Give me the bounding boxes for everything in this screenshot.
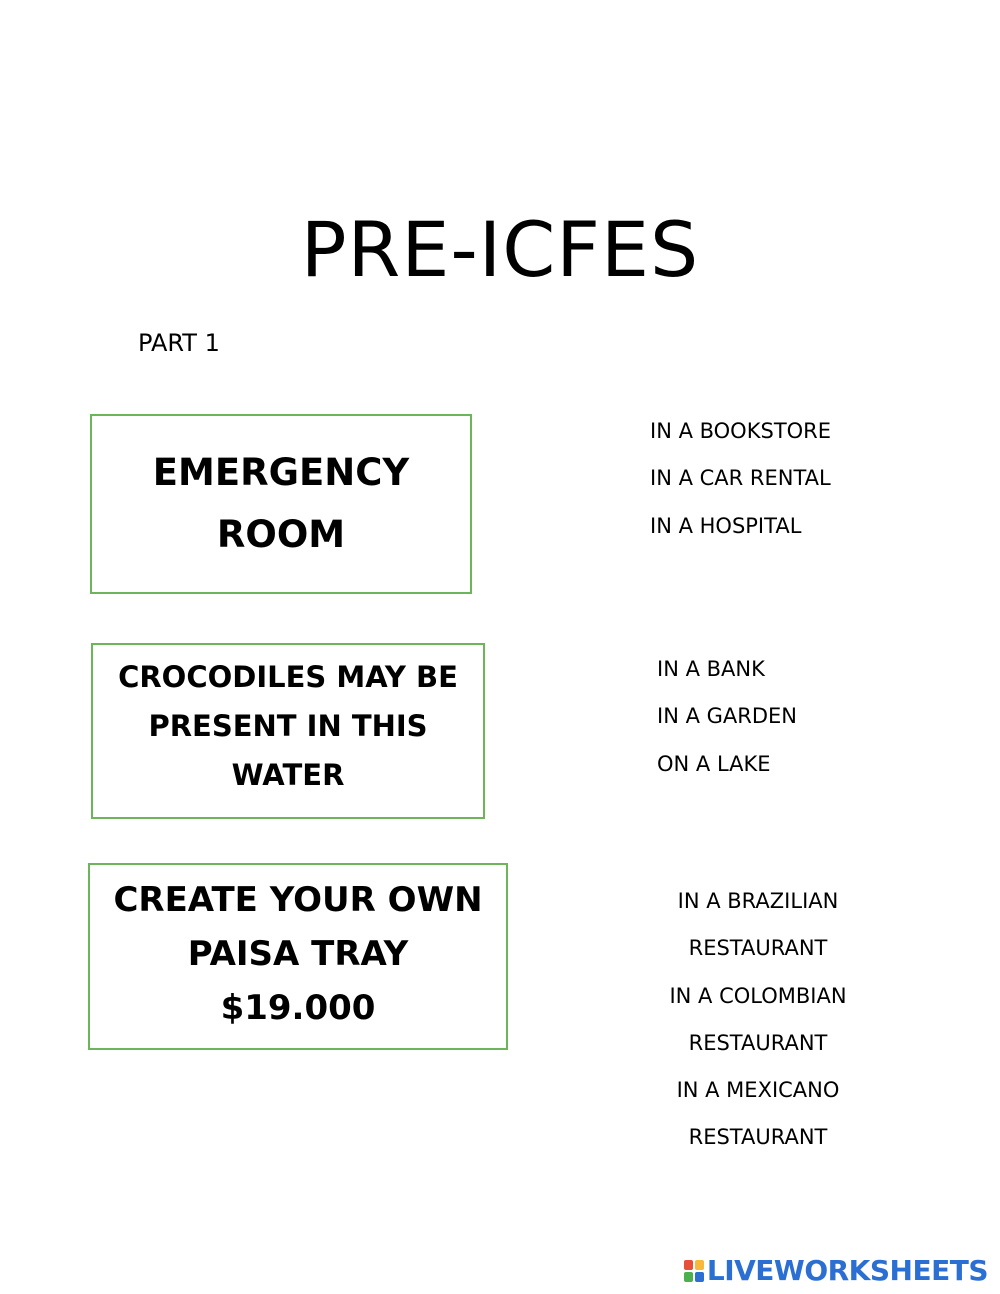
logo-block <box>695 1272 704 1282</box>
answer-option[interactable]: IN A GARDEN <box>657 704 797 729</box>
logo-block <box>684 1272 693 1282</box>
logo-text: LIVEWORKSHEETS <box>706 1254 988 1287</box>
answer-options-2 <box>657 646 797 788</box>
sign-box-paisa-tray <box>88 863 508 1050</box>
sign-box-emergency <box>90 414 472 594</box>
answer-option[interactable]: RESTAURANT <box>688 936 828 961</box>
answer-option[interactable]: ON A LAKE <box>657 751 771 776</box>
page-title: PRE-ICFES <box>300 205 700 294</box>
sign-text-line: EMERGENCY <box>152 451 410 494</box>
logo-block <box>695 1260 704 1270</box>
answer-options-3 <box>650 878 866 1162</box>
sign-text-line: CREATE YOUR OWN <box>113 880 483 920</box>
answer-option[interactable]: RESTAURANT <box>688 1125 828 1150</box>
liveworksheets-logo <box>684 1254 988 1287</box>
answer-option[interactable]: RESTAURANT <box>688 1030 828 1055</box>
sign-text-line: ROOM <box>216 513 346 556</box>
sign-text-line: PAISA TRAY <box>187 934 409 974</box>
answer-option[interactable]: IN A MEXICANO <box>676 1078 840 1103</box>
answer-option[interactable]: IN A BANK <box>657 657 765 681</box>
sign-text-line: WATER <box>231 758 345 792</box>
answer-option[interactable]: IN A COLOMBIAN <box>669 983 847 1008</box>
liveworksheets-logo-icon <box>684 1260 704 1282</box>
answer-option[interactable]: IN A BOOKSTORE <box>650 419 832 443</box>
sign-text-line: $19.000 <box>220 988 376 1028</box>
sign-box-crocodiles <box>91 643 485 819</box>
part-label: PART 1 <box>138 329 220 357</box>
answer-options-1 <box>650 408 831 550</box>
answer-option[interactable]: IN A BRAZILIAN <box>677 889 839 913</box>
logo-block <box>684 1260 693 1270</box>
sign-text-line: PRESENT IN THIS <box>148 709 428 743</box>
answer-option[interactable]: IN A CAR RENTAL <box>650 466 831 491</box>
sign-text-line: CROCODILES MAY BE <box>118 660 458 694</box>
answer-option[interactable]: IN A HOSPITAL <box>650 513 802 538</box>
